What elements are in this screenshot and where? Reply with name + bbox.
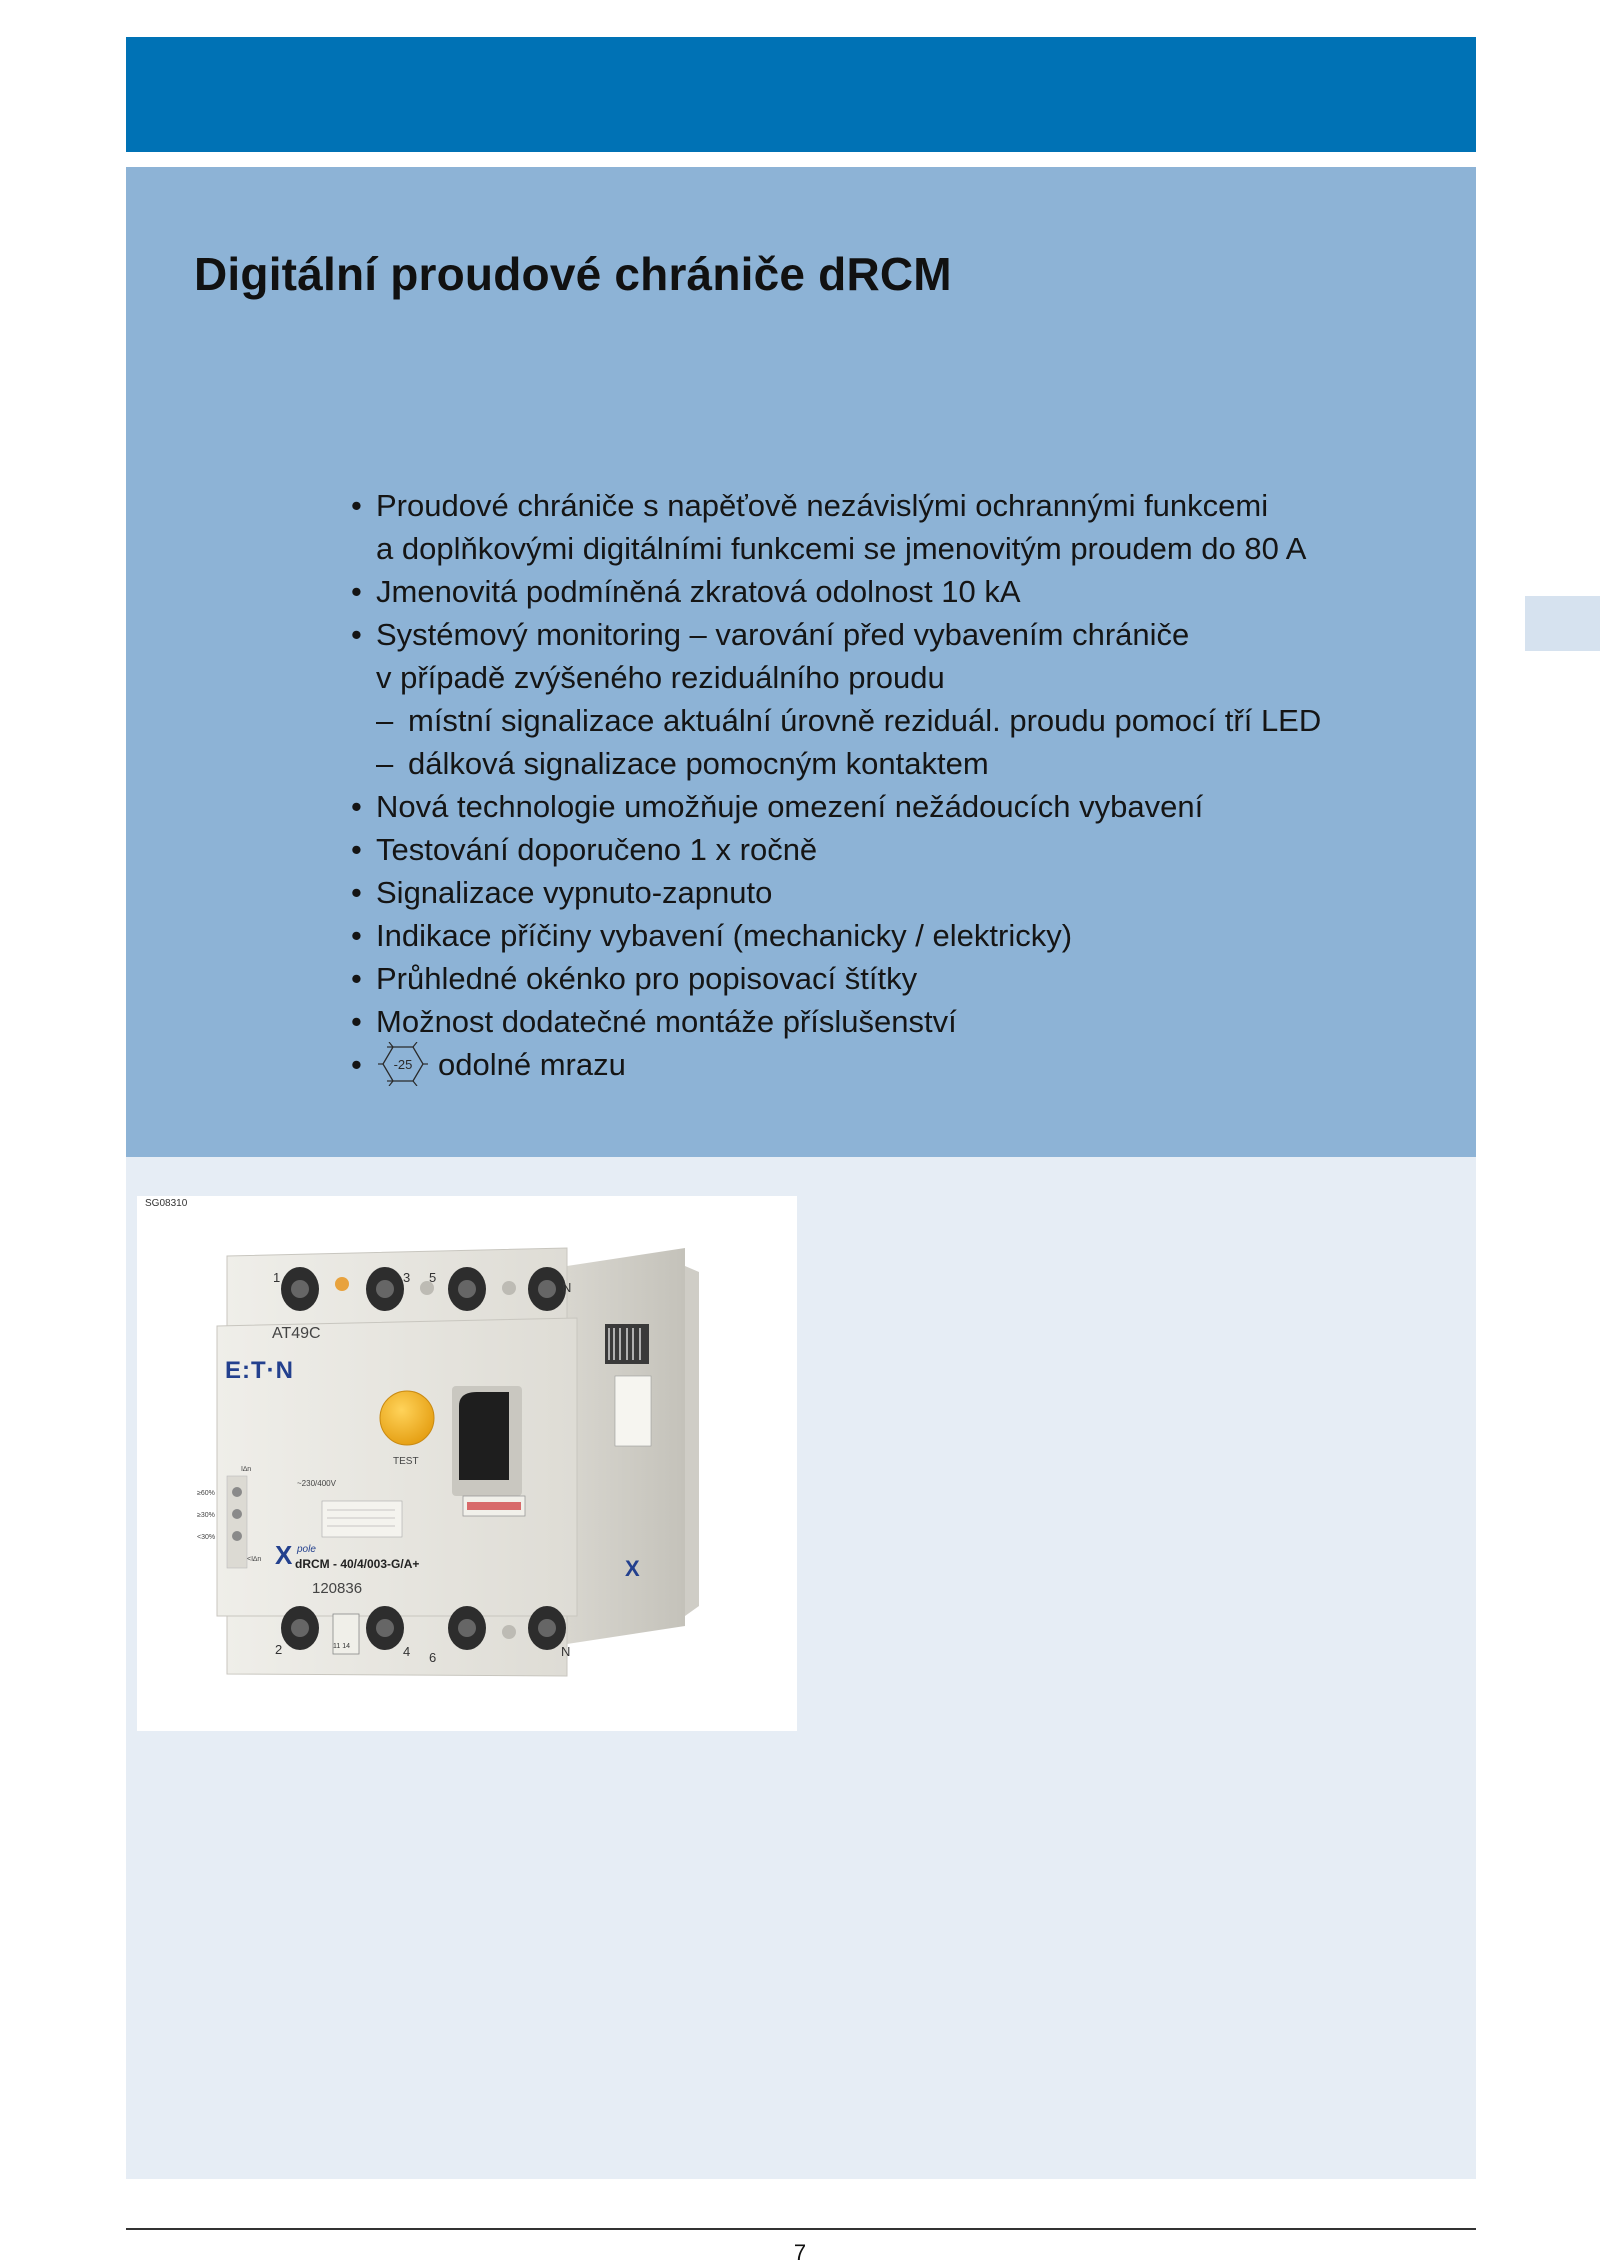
feature-item: • Průhledné okénko pro popisovací štítky xyxy=(351,957,1461,1000)
rating-label xyxy=(322,1501,402,1537)
terminal-label-bottom: 6 xyxy=(429,1650,437,1665)
model-label: dRCM - 40/4/003-G/A+ xyxy=(295,1557,420,1571)
voltage-label: ~230/400V xyxy=(297,1479,336,1488)
feature-item: • Systémový monitoring – varování před vybavením chrániče xyxy=(351,613,1461,656)
feature-item: • Indikace příčiny vybavení (mechanicky / elektricky) xyxy=(351,914,1461,957)
led-label: ≥60% xyxy=(197,1490,215,1497)
product-photo xyxy=(137,1196,797,1731)
test-button xyxy=(380,1391,434,1445)
feature-item: • Signalizace vypnuto-zapnuto xyxy=(351,871,1461,914)
feature-item-continuation: a doplňkovými digitálními funkcemi se jmenovitým proudem do 80 A xyxy=(376,531,1307,566)
switch-toggle xyxy=(459,1392,509,1480)
terminal-label-top: N xyxy=(562,1280,572,1295)
led-label: <30% xyxy=(197,1534,216,1541)
feature-panel xyxy=(126,167,1476,1157)
feature-item-frost xyxy=(351,1043,1461,1086)
dash-marker: – xyxy=(376,746,394,781)
feature-item: • Testování doporučeno 1 x ročně xyxy=(351,828,1461,871)
feature-item: • Proudové chrániče s napěťově nezávislými ochrannými funkcemi xyxy=(351,484,1461,527)
frost-text: odolné mrazu xyxy=(438,1047,626,1082)
feature-item: • Jmenovitá podmíněná zkratová odolnost 10 kA xyxy=(351,570,1461,613)
feature-item-continuation: v případě zvýšeného reziduálního proudu xyxy=(376,660,945,695)
page-title: Digitální proudové chrániče dRCM xyxy=(194,248,952,300)
terminal-label-top: 1 xyxy=(273,1270,281,1285)
rcd-device-illustration xyxy=(137,1196,797,1731)
aux-terminal-label: 11 14 xyxy=(333,1643,350,1650)
feature-subitem xyxy=(351,742,1461,785)
feature-item: • Možnost dodatečné montáže příslušenství xyxy=(351,1000,1461,1043)
terminal-label-top: 5 xyxy=(429,1270,437,1285)
feature-subitem xyxy=(351,699,1461,742)
feature-subitem-text: místní signalizace aktuální úrovně reziduál. proudu pomocí tří LED xyxy=(408,703,1322,738)
article-number: 120836 xyxy=(312,1580,363,1597)
terminal-label-top: 3 xyxy=(403,1270,411,1285)
footer-rule xyxy=(126,2228,1476,2230)
brand-logo: E:T·N xyxy=(225,1357,294,1384)
photo-code: SG08310 xyxy=(145,1198,188,1209)
led-label: I∆n xyxy=(241,1466,252,1473)
feature-subitem-text: dálková signalizace pomocným kontaktem xyxy=(408,746,989,781)
feature-item: • Nová technologie umožňuje omezení nežádoucích vybavení xyxy=(351,785,1461,828)
terminal-label-bottom: N xyxy=(561,1644,571,1659)
side-tab xyxy=(1525,596,1600,651)
side-info-label xyxy=(615,1376,651,1446)
test-label: TEST xyxy=(393,1456,419,1467)
led-label: ≥30% xyxy=(197,1512,215,1519)
snowflake-frost-icon xyxy=(378,1042,428,1086)
frost-temperature: • -25 xyxy=(393,1056,413,1072)
led-label: <I∆n xyxy=(247,1556,262,1563)
series-logo: X xyxy=(275,1540,293,1570)
series-sub-logo: pole xyxy=(297,1544,316,1555)
page-number: 7 xyxy=(793,2240,807,2265)
feature-list xyxy=(351,484,1461,1086)
terminal-label-bottom: 4 xyxy=(403,1644,411,1659)
terminal-label-bottom: 2 xyxy=(275,1642,283,1657)
header-bar xyxy=(126,37,1476,152)
side-series-logo: X xyxy=(625,1556,640,1581)
model-top-label: AT49C xyxy=(272,1325,321,1342)
dash-marker: – xyxy=(376,703,394,738)
